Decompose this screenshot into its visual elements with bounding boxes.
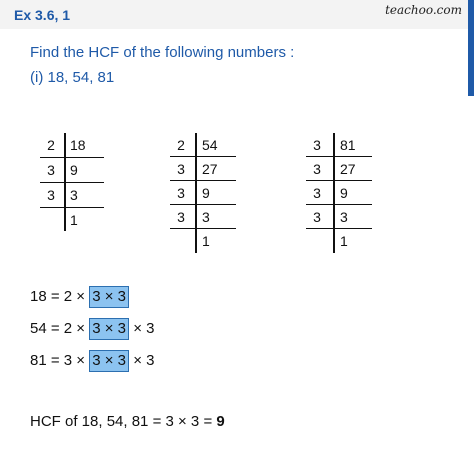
divisor: 3	[313, 209, 321, 225]
table-rule	[170, 180, 236, 181]
quotient: 27	[340, 161, 356, 177]
table-rule	[306, 156, 372, 157]
question-part: (i) 18, 54, 81	[30, 69, 115, 86]
hcf-result-text: HCF of 18, 54, 81 = 3 × 3 =	[30, 413, 213, 430]
common-factor-highlight: 3 × 3	[89, 350, 129, 372]
table-rule	[40, 157, 104, 158]
divisor: 2	[177, 137, 185, 153]
division-table-18	[40, 133, 120, 231]
divisor: 3	[313, 137, 321, 153]
factorization-suffix: × 3	[133, 352, 155, 369]
table-divider	[195, 133, 197, 253]
divisor: 3	[47, 187, 55, 203]
table-rule	[170, 156, 236, 157]
table-rule	[40, 182, 104, 183]
quotient: 1	[70, 212, 78, 228]
common-factor-highlight: 3 × 3	[89, 286, 129, 308]
table-rule	[306, 204, 372, 205]
division-table-54	[170, 133, 250, 253]
factorization-suffix: × 3	[133, 320, 155, 337]
table-rule	[306, 180, 372, 181]
quotient: 9	[70, 162, 78, 178]
quotient: 54	[202, 137, 218, 153]
table-rule	[170, 228, 236, 229]
right-accent-bar	[468, 0, 474, 96]
table-rule	[170, 204, 236, 205]
factorization-prefix: 81 = 3 ×	[30, 352, 86, 369]
question-text: Find the HCF of the following numbers :	[30, 44, 295, 61]
common-factor-highlight: 3 × 3	[89, 318, 129, 340]
divisor: 3	[177, 161, 185, 177]
brand-logo-text: teachoo.com	[385, 3, 462, 17]
quotient: 3	[202, 209, 210, 225]
factorization-81	[30, 350, 154, 372]
table-rule	[306, 228, 372, 229]
table-divider	[333, 133, 335, 253]
factorization-54	[30, 318, 154, 340]
factorization-prefix: 54 = 2 ×	[30, 320, 86, 337]
quotient: 9	[202, 185, 210, 201]
divisor: 3	[177, 209, 185, 225]
quotient: 1	[202, 233, 210, 249]
quotient: 27	[202, 161, 218, 177]
factorization-prefix: 18 = 2 ×	[30, 288, 86, 305]
quotient: 81	[340, 137, 356, 153]
quotient: 3	[70, 187, 78, 203]
exercise-title: Ex 3.6, 1	[14, 7, 71, 23]
quotient: 9	[340, 185, 348, 201]
division-table-81	[306, 133, 386, 253]
factorization-18	[30, 286, 129, 308]
hcf-result-value: 9	[216, 413, 225, 430]
divisor: 3	[177, 185, 185, 201]
divisor: 3	[313, 161, 321, 177]
quotient: 3	[340, 209, 348, 225]
table-rule	[40, 207, 104, 208]
quotient: 18	[70, 137, 86, 153]
divisor: 3	[313, 185, 321, 201]
divisor: 2	[47, 137, 55, 153]
divisor: 3	[47, 162, 55, 178]
quotient: 1	[340, 233, 348, 249]
hcf-result	[30, 413, 225, 430]
